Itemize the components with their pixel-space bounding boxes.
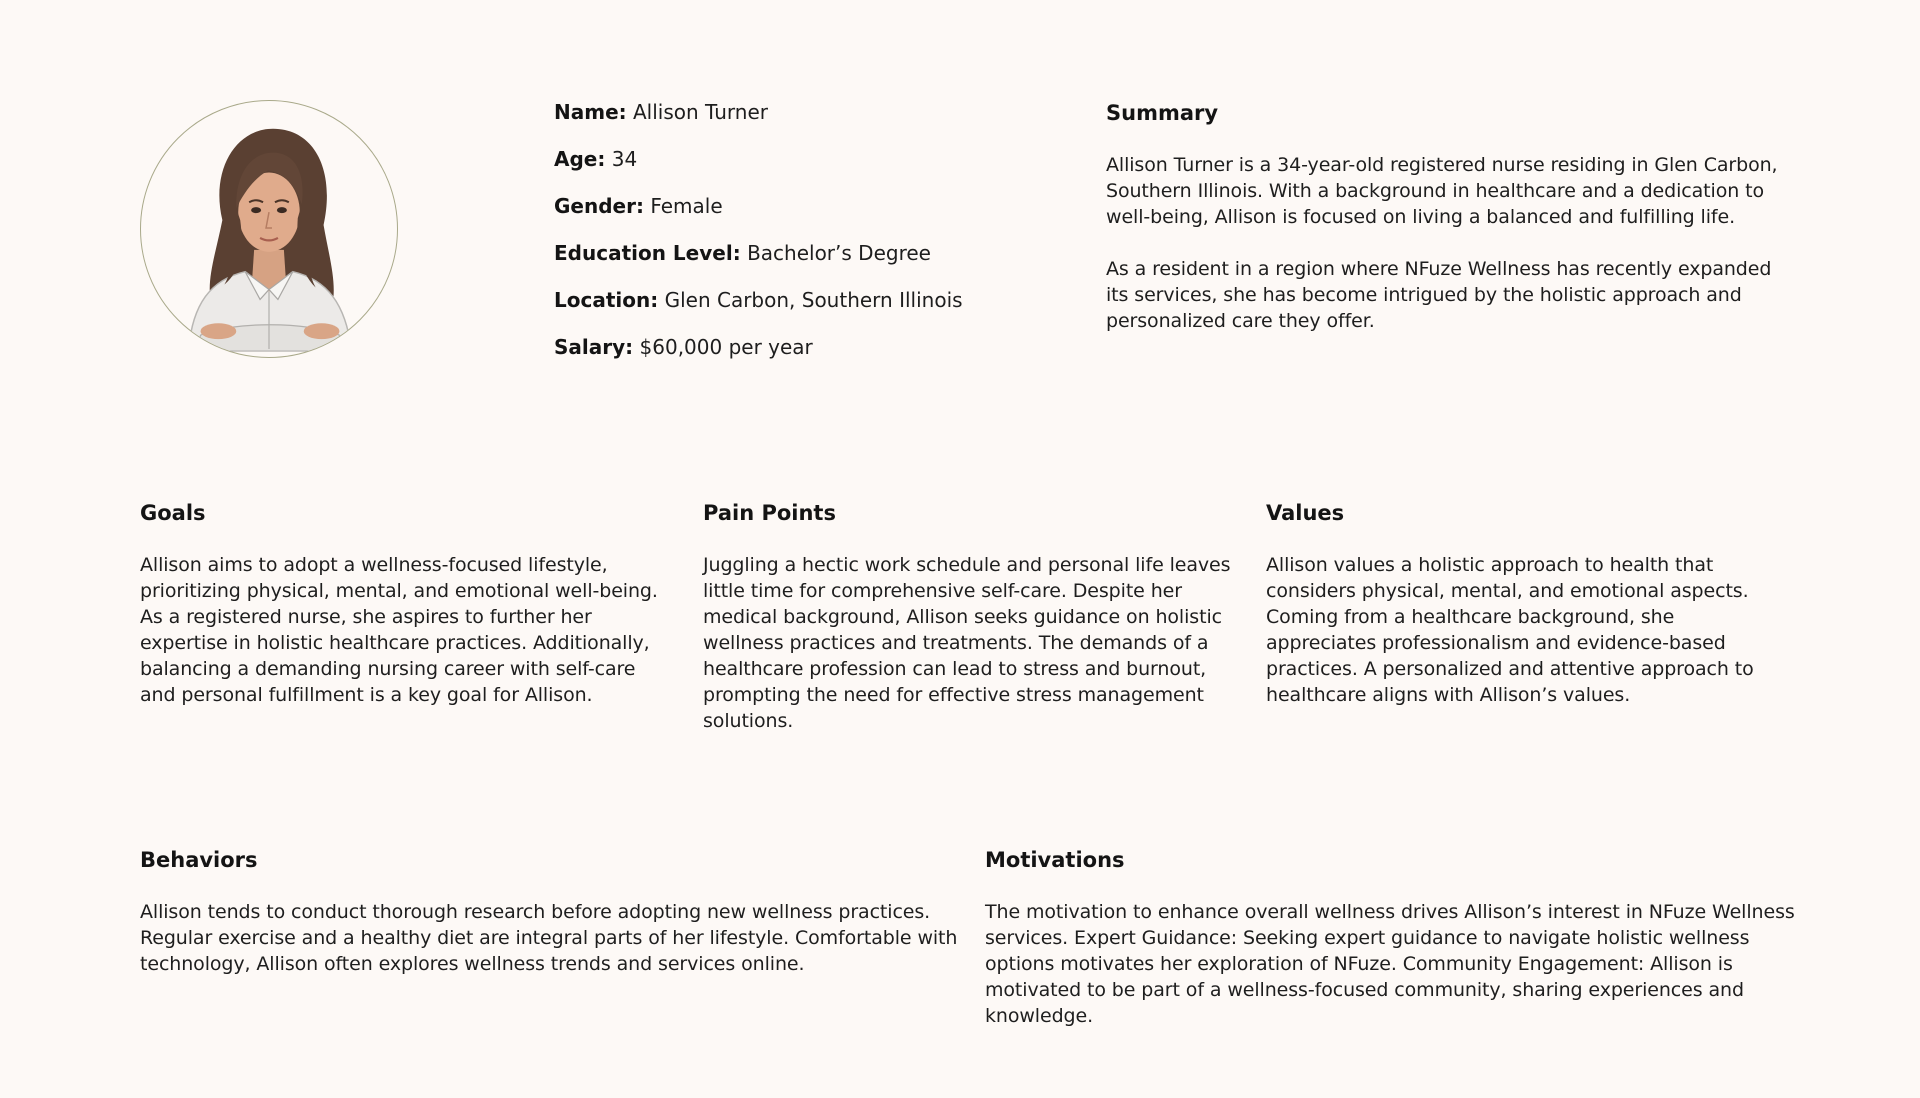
summary-heading: Summary bbox=[1106, 101, 1219, 125]
persona-avatar bbox=[140, 100, 398, 358]
education-field bbox=[554, 240, 1054, 266]
motivations-heading: Motivations bbox=[985, 848, 1125, 872]
location-value: Glen Carbon, Southern Illinois bbox=[664, 288, 963, 312]
salary-field bbox=[554, 334, 1054, 360]
profile-details bbox=[554, 99, 1054, 381]
salary-label: Salary: bbox=[554, 335, 634, 359]
pain-points-heading: Pain Points bbox=[703, 501, 836, 525]
summary-section bbox=[1106, 100, 1786, 334]
age-value: 34 bbox=[611, 147, 638, 171]
location-field bbox=[554, 287, 1054, 313]
goals-heading: Goals bbox=[140, 501, 206, 525]
name-value: Allison Turner bbox=[633, 100, 768, 124]
values-section bbox=[1266, 500, 1786, 708]
behaviors-heading: Behaviors bbox=[140, 848, 258, 872]
gender-label: Gender: bbox=[554, 194, 644, 218]
age-label: Age: bbox=[554, 147, 606, 171]
values-text: Allison values a holistic approach to health that considers physical, mental, and emotional aspects. Coming from a healthcare background, she appreciates professionalism and evidence-based practices. A personalized and attentive approach to healthcare aligns with Allison’s values. bbox=[1266, 554, 1754, 706]
gender-value: Female bbox=[650, 194, 723, 218]
education-label: Education Level: bbox=[554, 241, 741, 265]
summary-paragraph-2: As a resident in a region where NFuze Wellness has recently expanded its services, she has become intrigued by the holistic approach and personalized care they offer. bbox=[1106, 258, 1772, 332]
name-field bbox=[554, 99, 1054, 125]
pain-points-section bbox=[703, 500, 1233, 734]
summary-paragraph-1: Allison Turner is a 34-year-old registered nurse residing in Glen Carbon, Southern Illinois. With a background in healthcare and a dedication to well-being, Allison is focused on living a balanced and fulfilling life. bbox=[1106, 154, 1778, 228]
behaviors-text: Allison tends to conduct thorough research before adopting new wellness practices. Regular exercise and a healthy diet are integral parts of her lifestyle. Comfortable with technology, Allison often explores wellness trends and services online. bbox=[140, 901, 958, 975]
age-field bbox=[554, 146, 1054, 172]
values-heading: Values bbox=[1266, 501, 1345, 525]
behaviors-section bbox=[140, 847, 960, 977]
motivations-section bbox=[985, 847, 1805, 1029]
salary-value: $60,000 per year bbox=[639, 335, 813, 359]
goals-section bbox=[140, 500, 660, 708]
pain-points-text: Juggling a hectic work schedule and personal life leaves little time for comprehensive self-care. Despite her medical background, Allison seeks guidance on holistic wellness practices and treatments. The demands of a healthcare profession can lead to stress and burnout, prompting the need for effective stress management solutions. bbox=[703, 554, 1231, 732]
education-value: Bachelor’s Degree bbox=[747, 241, 931, 265]
goals-text: Allison aims to adopt a wellness-focused lifestyle, prioritizing physical, mental, and emotional well-being. As a registered nurse, she aspires to further her expertise in holistic healthcare practices. Additionally, balancing a demanding nursing career with self-care and personal fulfillment is a key goal for Allison. bbox=[140, 554, 658, 706]
name-label: Name: bbox=[554, 100, 627, 124]
motivations-text: The motivation to enhance overall wellness drives Allison’s interest in NFuze Wellness services. Expert Guidance: Seeking expert guidance to navigate holistic wellness options motivates her exploration of NFuze. Community Engagement: Allison is motivated to be part of a wellness-focused community, sharing experiences and knowledge. bbox=[985, 901, 1795, 1027]
location-label: Location: bbox=[554, 288, 659, 312]
gender-field bbox=[554, 193, 1054, 219]
